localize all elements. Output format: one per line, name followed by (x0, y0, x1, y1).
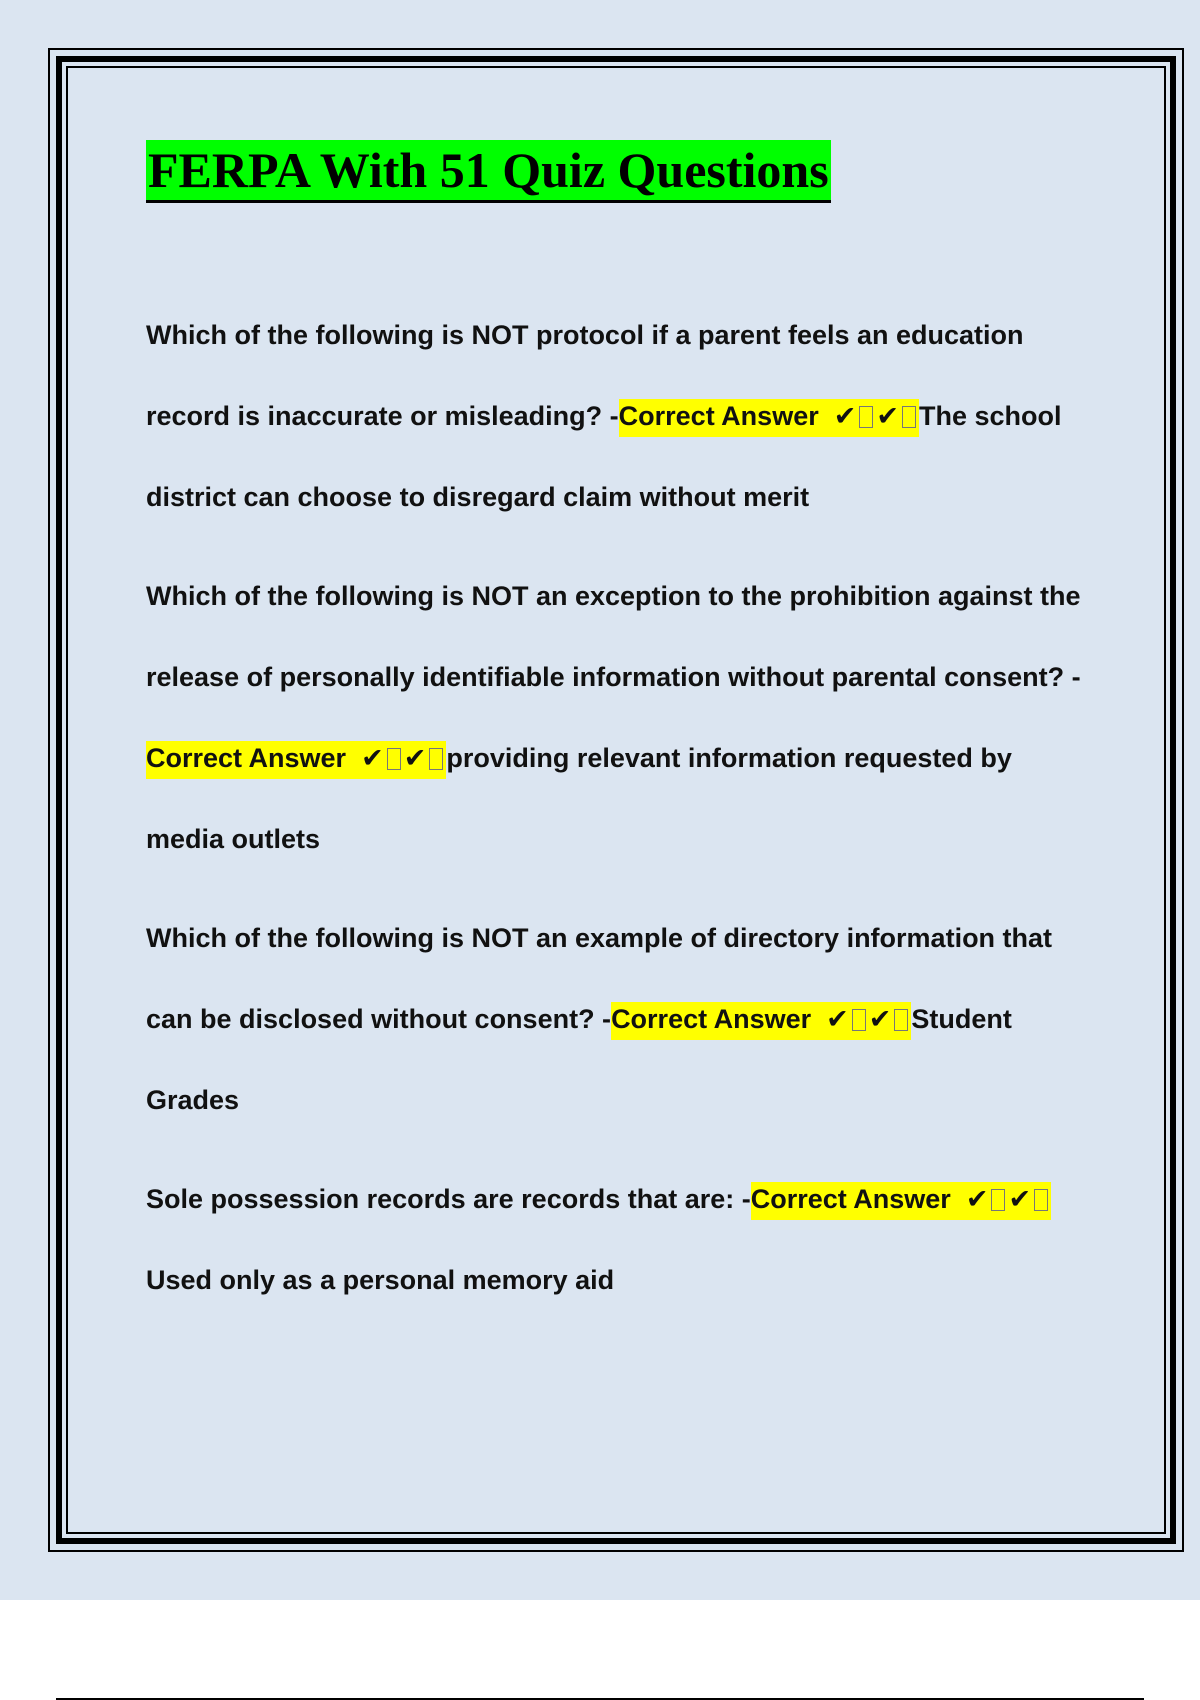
correct-answer-marker (751, 1182, 1051, 1220)
answer-text: Used only as a personal memory aid (146, 1265, 615, 1295)
question-item (146, 898, 1086, 1141)
correct-answer-marker (619, 399, 919, 437)
correct-answer-marker (146, 741, 446, 779)
correct-answer-label: Correct Answer (750, 1184, 951, 1214)
question-text: Which of the following is NOT an example of directory information that can be disclosed without consent? - (146, 923, 1053, 1034)
missing-glyph-icon (991, 1189, 1005, 1211)
answer-text: providing relevant information requested by media outlets (146, 743, 1012, 854)
question-text: Which of the following is NOT protocol if a parent feels an education record is inaccurate or misleading? - (146, 320, 1024, 431)
check-icon: ✔ (876, 401, 899, 432)
question-text: Which of the following is NOT an exception to the prohibition against the release of personally identifiable information without parental consent? - (146, 581, 1081, 692)
correct-answer-label: Correct Answer (146, 743, 347, 773)
missing-glyph-icon (852, 1009, 866, 1031)
missing-glyph-icon (859, 406, 873, 428)
question-item (146, 295, 1086, 538)
check-icon: ✔ (826, 1004, 849, 1035)
correct-answer-label: Correct Answer (611, 1004, 812, 1034)
question-list (146, 295, 1086, 1321)
missing-glyph-icon (429, 748, 443, 770)
correct-answer-label: Correct Answer (618, 401, 819, 431)
check-icon: ✔ (965, 1184, 989, 1215)
missing-glyph-icon (894, 1009, 908, 1031)
document-title: FERPA With 51 Quiz Questions (146, 140, 831, 203)
answer-text: Student Grades (146, 1004, 1012, 1115)
correct-answer-marker (611, 1002, 911, 1040)
check-icon: ✔ (868, 1004, 892, 1035)
check-icon: ✔ (1008, 1184, 1032, 1215)
check-icon: ✔ (361, 743, 384, 774)
missing-glyph-icon (387, 748, 401, 770)
missing-glyph-icon (1034, 1189, 1048, 1211)
check-icon: ✔ (403, 743, 427, 774)
check-icon: ✔ (833, 401, 857, 432)
missing-glyph-icon (902, 406, 916, 428)
question-item (146, 556, 1086, 880)
document-content (146, 140, 1086, 1339)
question-item (146, 1159, 1086, 1321)
question-text: Sole possession records are records that are: - (146, 1184, 751, 1214)
answer-text: The school district can choose to disregard claim without merit (146, 401, 1062, 512)
